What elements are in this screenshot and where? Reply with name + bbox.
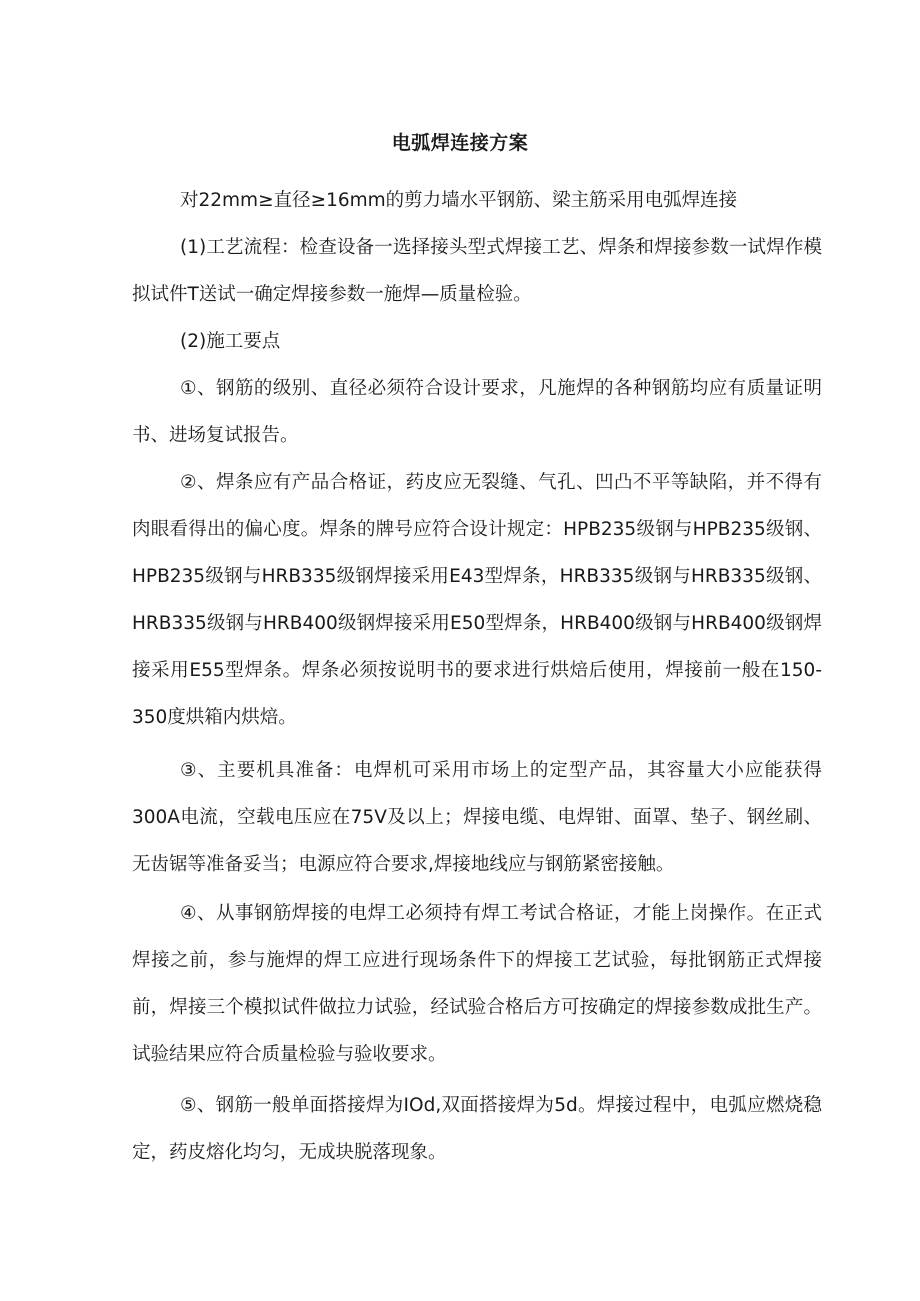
point-4-paragraph: ④、从事钢筋焊接的电焊工必须持有焊工考试合格证，才能上岗操作。在正式焊接之前，参与施焊的焊工应进行现场条件下的焊接工艺试验，每批钢筋正式焊接前，焊接三个模拟试件做拉力试验，经试验合格后方可按确定的焊接参数成批生产。试验结果应符合质量检验与验收要求。 <box>132 903 822 1065</box>
point-2-paragraph: ②、焊条应有产品合格证，药皮应无裂缝、气孔、凹凸不平等缺陷，并不得有肉眼看得出的偏心度。焊条的牌号应符合设计规定：HPB235级钢与HPB235级钢、HPB235级钢与HRB335级钢焊接采用E43型焊条，HRB335级钢与HRB335级钢、HRB335级钢与HRB400级钢焊接采用E50型焊条，HRB400级钢与HRB400级钢焊接采用E55型焊条。焊条必须按说明书的要求进行烘焙后使用，焊接前一般在150-350度烘箱内烘焙。 <box>132 472 822 728</box>
point-1-paragraph: ①、钢筋的级别、直径必须符合设计要求，凡施焊的各种钢筋均应有质量证明书、进场复试报告。 <box>132 378 822 446</box>
intro-paragraph: 对22mm≥直径≥16mm的剪力墙水平钢筋、梁主筋采用电弧焊连接 <box>180 190 738 211</box>
process-paragraph: (1)工艺流程：检查设备一选择接头型式焊接工艺、焊条和焊接参数一试焊作模拟试件T送试一确定焊接参数一施焊—质量检验。 <box>132 237 822 305</box>
point-5-paragraph: ⑤、钢筋一般单面搭接焊为IOd,双面搭接焊为5d。焊接过程中，电弧应燃烧稳定，药皮熔化均匀，无成块脱落现象。 <box>132 1095 822 1163</box>
key-points-heading: (2)施工要点 <box>180 331 281 352</box>
document-title: 电弧焊连接方案 <box>391 132 529 154</box>
point-3-paragraph: ③、主要机具准备：电焊机可采用市场上的定型产品，其容量大小应能获得300A电流，空载电压应在75V及以上；焊接电缆、电焊钳、面罩、垫子、钢丝刷、无齿锯等准备妥当；电源应符合要求,焊接地线应与钢筋紧密接触。 <box>132 760 822 875</box>
